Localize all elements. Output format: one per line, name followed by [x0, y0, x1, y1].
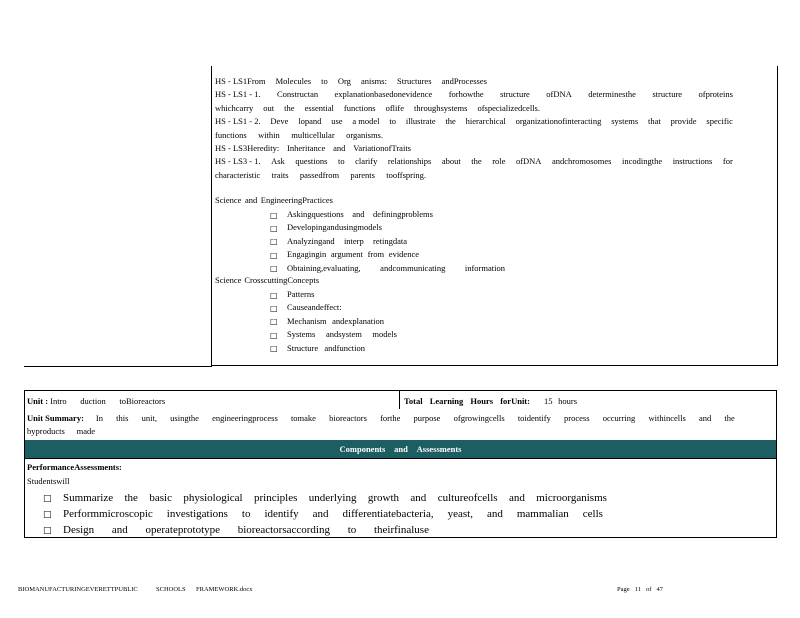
- footer-page: [617, 586, 663, 593]
- performance-item-text: [63, 491, 607, 505]
- header-word: Assessments: [416, 444, 462, 454]
- label-word: Hours: [470, 396, 494, 406]
- standard-word: HS - LS1 - 2.: [215, 116, 261, 127]
- standard-word: organisms.: [346, 129, 383, 140]
- performance-item-text: [63, 523, 429, 537]
- summary-text-cont: [27, 426, 95, 436]
- checkbox-bullet-icon: □: [270, 264, 278, 274]
- label-word: Learning: [429, 396, 464, 406]
- list-item-text: [287, 221, 382, 233]
- standard-word: andchromosomes: [551, 156, 612, 167]
- item-word: operateprototype: [145, 524, 221, 536]
- standard-word: organizationofinteracting: [515, 116, 602, 127]
- header-word: and: [394, 444, 408, 454]
- checkbox-bullet-icon: □: [270, 237, 278, 247]
- checkbox-bullet-icon: □: [43, 494, 52, 504]
- heading-word: EngineeringPractices: [260, 195, 333, 205]
- checkbox-bullet-icon: □: [270, 330, 278, 340]
- standard-word: that: [648, 116, 661, 127]
- standard-word: systems: [611, 116, 639, 127]
- standard-word: Molecules: [275, 76, 312, 86]
- item-word: and: [410, 492, 427, 504]
- checkbox-bullet-icon: □: [43, 526, 52, 536]
- standard-word: HS - LS3 - 1.: [215, 156, 261, 167]
- item-word: argument: [330, 249, 363, 260]
- item-word: growth: [367, 492, 400, 504]
- item-word: investigations: [166, 508, 228, 520]
- item-word: andcommunicating: [380, 262, 446, 273]
- standard-word: role: [492, 156, 506, 167]
- item-word: models: [372, 329, 397, 340]
- heading-word: Science: [215, 275, 242, 285]
- performance-item: [43, 507, 603, 521]
- standard-word: determinesthe: [588, 89, 636, 100]
- value-word: 15: [544, 396, 553, 406]
- item-word: Askingquestions: [287, 209, 344, 219]
- label-word: Total: [404, 396, 423, 406]
- summary-word: this: [116, 413, 129, 423]
- summary-word: occurring: [602, 413, 636, 423]
- item-word: Performmicroscopic: [63, 508, 153, 520]
- list-item-text: [287, 248, 419, 260]
- standard-word: the: [445, 116, 456, 127]
- standard-word: relationships: [387, 156, 432, 167]
- unit-title: Unit : Intro duction toBioreactors: [27, 396, 166, 406]
- performance-item: [43, 491, 607, 505]
- table-divider: [24, 366, 212, 367]
- standard-word: structure: [652, 89, 683, 100]
- summary-word: made: [76, 426, 95, 436]
- standard-word: use: [331, 116, 343, 127]
- standard-word: Deve: [270, 116, 289, 127]
- summary-word: forthe: [380, 413, 401, 423]
- item-word: Patterns: [287, 289, 315, 299]
- standard-word: within: [258, 129, 280, 140]
- summary-word: and: [698, 413, 712, 423]
- page-number: 11: [634, 586, 641, 593]
- item-word: Summarize: [63, 492, 114, 504]
- standard-line: [215, 75, 487, 87]
- standard-word: Ask: [271, 156, 285, 167]
- item-word: and: [352, 209, 365, 219]
- standard-word: out: [263, 102, 275, 113]
- page-total: 47: [656, 586, 663, 593]
- standard-word: multicellular: [291, 129, 335, 140]
- summary-word: toidentify: [517, 413, 551, 423]
- performance-item: [43, 523, 429, 537]
- item-word: and: [486, 508, 503, 520]
- hours-value: [544, 396, 577, 406]
- concepts-heading: [215, 274, 319, 286]
- list-item-text: [287, 208, 433, 220]
- standard-word: HS - LS3Heredity:: [215, 143, 280, 153]
- title-word: toBioreactors: [119, 396, 166, 406]
- standard-word: anisms:: [360, 76, 387, 86]
- item-word: usingmodels: [338, 222, 382, 233]
- list-item-text: [287, 342, 365, 354]
- footer-doc-name: BIOMANUFACTURINGEVERETTPUBLIC: [18, 586, 138, 593]
- standard-word: illustrate: [405, 116, 436, 127]
- heading-word: and: [244, 195, 258, 205]
- standard-word: ofDNA: [546, 89, 572, 100]
- list-item-text: [287, 301, 342, 313]
- item-word: microorganisms: [536, 492, 607, 504]
- item-word: from: [367, 249, 385, 260]
- item-word: andfunction: [324, 342, 365, 353]
- summary-word: In: [95, 413, 103, 423]
- item-word: and: [111, 524, 128, 536]
- summary-text: [96, 413, 735, 423]
- summary-word: usingthe: [170, 413, 199, 423]
- list-item: [270, 248, 419, 260]
- item-word: theirfinaluse: [373, 524, 429, 536]
- practices-heading: [215, 194, 333, 206]
- item-word: Engagingin: [287, 249, 327, 260]
- checkbox-bullet-icon: □: [270, 290, 278, 300]
- standard-word: throughsystems: [414, 102, 468, 113]
- standard-word: Org: [337, 76, 351, 86]
- item-word: identify: [264, 508, 299, 520]
- checkbox-bullet-icon: □: [43, 510, 52, 520]
- header-word: Components: [339, 444, 386, 454]
- standard-word: Structures: [397, 76, 432, 86]
- summary-word: ofgrowingcells: [453, 413, 505, 423]
- standard-word: and: [333, 143, 346, 153]
- standard-word: incodingthe: [622, 156, 663, 167]
- unit-divider: [399, 391, 400, 409]
- list-item: [270, 235, 407, 247]
- list-item: [270, 262, 505, 274]
- list-item-text: [287, 288, 315, 300]
- value-word: hours: [558, 396, 577, 406]
- list-item: [270, 342, 365, 354]
- students-will: [27, 476, 70, 486]
- list-item: [270, 301, 342, 313]
- standard-word: tooffspring.: [386, 169, 426, 180]
- standard-word: functions: [343, 102, 376, 113]
- checkbox-bullet-icon: □: [270, 303, 278, 313]
- hours-label: [404, 396, 530, 406]
- unit-hours: [404, 396, 577, 406]
- item-word: cells: [582, 508, 603, 520]
- standard-line: [215, 115, 733, 127]
- item-word: mammalian: [516, 508, 569, 520]
- standard-word: parents: [350, 169, 375, 180]
- checkbox-bullet-icon: □: [270, 223, 278, 233]
- standard-word: to: [338, 156, 345, 167]
- standard-word: essential: [304, 102, 334, 113]
- list-item: [270, 221, 382, 233]
- list-item: [270, 208, 433, 220]
- standard-word: structure: [500, 89, 530, 100]
- standard-line: [215, 155, 733, 167]
- components-header-text: [340, 440, 462, 458]
- list-item-text: [287, 262, 505, 274]
- standards-content: [211, 66, 778, 366]
- standard-word: traits: [271, 169, 289, 180]
- item-word: Structure: [287, 342, 319, 353]
- list-item: [270, 288, 315, 300]
- summary-label: Unit Summary:: [27, 413, 84, 423]
- standard-word: ofDNA: [515, 156, 542, 167]
- item-word: to: [241, 508, 251, 520]
- standard-word: hierarchical: [465, 116, 506, 127]
- standard-word: passedfrom: [299, 169, 340, 180]
- item-word: the: [124, 492, 138, 504]
- item-word: definingproblems: [373, 209, 433, 219]
- components-header: [25, 440, 776, 458]
- item-word: bioreactorsaccording: [237, 524, 330, 536]
- item-word: physiological: [183, 492, 243, 504]
- unit-label: Unit: [27, 396, 44, 406]
- standard-word: functions: [215, 129, 247, 140]
- summary-word: process: [564, 413, 590, 423]
- standard-line: [215, 129, 383, 141]
- footer-schools: SCHOOLS: [156, 586, 186, 593]
- standard-word: the: [471, 156, 482, 167]
- standard-word: about: [441, 156, 461, 167]
- heading-word: Science: [215, 195, 242, 205]
- summary-word: unit,: [141, 413, 157, 423]
- item-word: underlying: [308, 492, 357, 504]
- list-item: [270, 315, 384, 327]
- list-item: [270, 328, 397, 340]
- standard-word: questions: [295, 156, 328, 167]
- item-word: andsystem: [325, 329, 362, 340]
- item-word: Systems: [287, 329, 316, 340]
- label-word: forUnit:: [500, 396, 530, 406]
- standard-word: ofproteins: [698, 89, 733, 100]
- unit-title-text: [50, 396, 165, 406]
- standard-word: oflife: [385, 102, 404, 113]
- text-word: will: [56, 476, 70, 486]
- list-item-text: [287, 315, 384, 327]
- item-word: basic: [149, 492, 172, 504]
- checkbox-bullet-icon: □: [270, 210, 278, 220]
- standard-word: specific: [706, 116, 733, 127]
- summary-word: byproducts: [27, 426, 65, 436]
- standard-word: forhowthe: [448, 89, 484, 100]
- summary-word: engineeringprocess: [212, 413, 278, 423]
- summary-word: withincells: [648, 413, 686, 423]
- performance-item-text: [63, 507, 603, 521]
- standard-word: explanationbasedonevidence: [334, 89, 433, 100]
- title-word: duction: [80, 396, 106, 406]
- item-word: andexplanation: [332, 315, 384, 326]
- standard-word: for: [722, 156, 733, 167]
- footer-framework: FRAMEWORK.docx: [196, 586, 253, 593]
- item-word: to: [347, 524, 357, 536]
- page-label: Page: [617, 586, 630, 593]
- standard-word: instructions: [672, 156, 713, 167]
- item-word: interp: [343, 235, 364, 246]
- item-word: differentiatebacteria,: [342, 508, 434, 520]
- item-word: and: [312, 508, 329, 520]
- summary-word: purpose: [413, 413, 441, 423]
- item-word: and: [508, 492, 525, 504]
- standard-word: Inheritance: [287, 143, 326, 153]
- standard-word: HS - LS1From: [215, 76, 266, 86]
- standard-line: [215, 142, 411, 154]
- item-word: Mechanism: [287, 315, 327, 326]
- item-word: retingdata: [373, 235, 407, 246]
- standard-word: VariationofTraits: [353, 143, 411, 153]
- item-word: andeffect:: [307, 302, 342, 313]
- item-word: Cause: [287, 302, 308, 313]
- heading-word: CrosscuttingConcepts: [244, 275, 319, 285]
- standard-word: a model: [352, 116, 380, 127]
- table-divider: [24, 537, 777, 538]
- list-item-text: [287, 235, 407, 247]
- list-item-text: [287, 328, 397, 340]
- standard-word: clarify: [355, 156, 378, 167]
- standard-line: [215, 88, 733, 100]
- item-word: Analyzingand: [287, 235, 335, 246]
- summary-word: the: [724, 413, 735, 423]
- standard-word: provide: [670, 116, 697, 127]
- item-word: yeast,: [447, 508, 473, 520]
- item-word: principles: [254, 492, 298, 504]
- item-word: cultureofcells: [437, 492, 498, 504]
- standard-word: Constructan: [277, 89, 319, 100]
- item-word: Design: [63, 524, 95, 536]
- summary-word: bioreactors: [329, 413, 367, 423]
- checkbox-bullet-icon: □: [270, 317, 278, 327]
- item-word: Developingand: [287, 222, 339, 233]
- title-word: Intro: [50, 396, 67, 406]
- standard-word: whichcarry: [215, 102, 254, 113]
- of-label: of: [646, 586, 652, 593]
- item-word: information: [464, 262, 505, 273]
- checkbox-bullet-icon: □: [270, 344, 278, 354]
- table-divider: [25, 458, 776, 459]
- standard-word: ofspecializedcells.: [477, 102, 540, 113]
- standard-word: to: [389, 116, 396, 127]
- standard-word: to: [321, 76, 328, 86]
- text-word: Students: [27, 476, 57, 486]
- standard-word: the: [284, 102, 295, 113]
- unit-summary: [27, 413, 735, 423]
- standard-word: HS - LS1 - 1.: [215, 89, 261, 100]
- item-word: Obtaining,evaluating,: [287, 262, 361, 273]
- summary-word: tomake: [290, 413, 316, 423]
- standard-word: lopand: [298, 116, 322, 127]
- standard-line: [215, 169, 426, 181]
- standard-word: characteristic: [215, 169, 261, 180]
- checkbox-bullet-icon: □: [270, 250, 278, 260]
- performance-heading: PerformanceAssessments:: [27, 462, 122, 472]
- item-word: evidence: [388, 249, 419, 260]
- standard-line: [215, 102, 540, 114]
- standard-word: andProcesses: [441, 76, 487, 86]
